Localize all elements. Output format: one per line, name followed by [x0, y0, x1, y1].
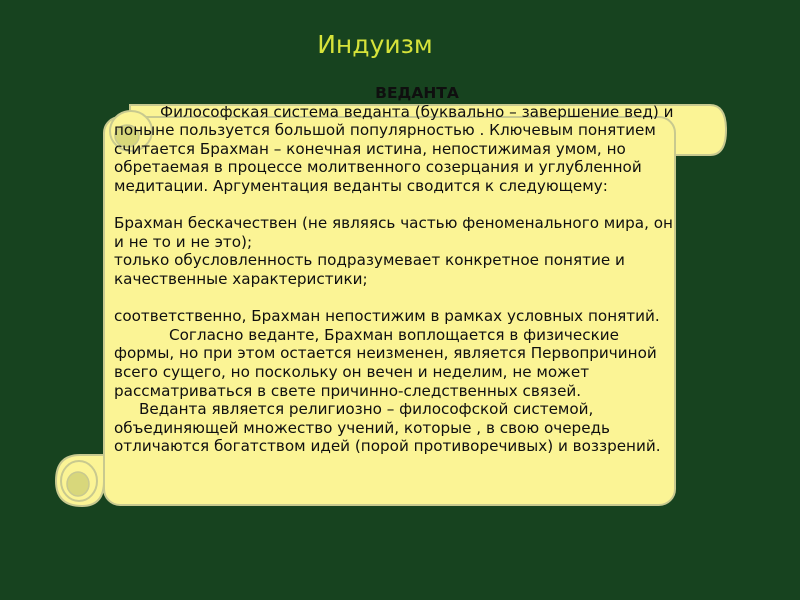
slide-title: Индуизм — [317, 30, 433, 59]
slide-body — [114, 84, 674, 456]
point-2: только обусловленность подразумевает конкретное понятие и качественные характеристики; — [114, 251, 625, 288]
conclusion-paragraph: Веданта является религиозно – философской системой, объединяющей множество учений, которые , в свою очередь отличаются богатством идей (порой противоречивых) и воззрений. — [114, 400, 661, 456]
spacer — [114, 289, 674, 308]
point-3: соответственно, Брахман непостижим в рамках условных понятий. — [114, 307, 660, 326]
section-heading: ВЕДАНТА — [375, 84, 459, 102]
intro-paragraph: Философская система веданта (буквально – завершение вед) и поныне пользуется большой популярностью . Ключевым понятием считается Брахман – конечная истина, непостижимая умом, но обретаемая в процессе молитвенного созерцания и углубленной медитации. Аргументация веданты сводится к следующему: — [114, 102, 674, 195]
spacer — [114, 196, 674, 215]
point-1: Брахман бескачествен (не являясь частью феноменального мира, он и не то и не это); — [114, 214, 673, 251]
incarnation-paragraph: Согласно веданте, Брахман воплощается в физические формы, но при этом остается неизменен, является Первопричиной всего сущего, но поскольку он вечен и неделим, не может рассматриваться в свете причинно-следственных связей. — [114, 325, 657, 400]
